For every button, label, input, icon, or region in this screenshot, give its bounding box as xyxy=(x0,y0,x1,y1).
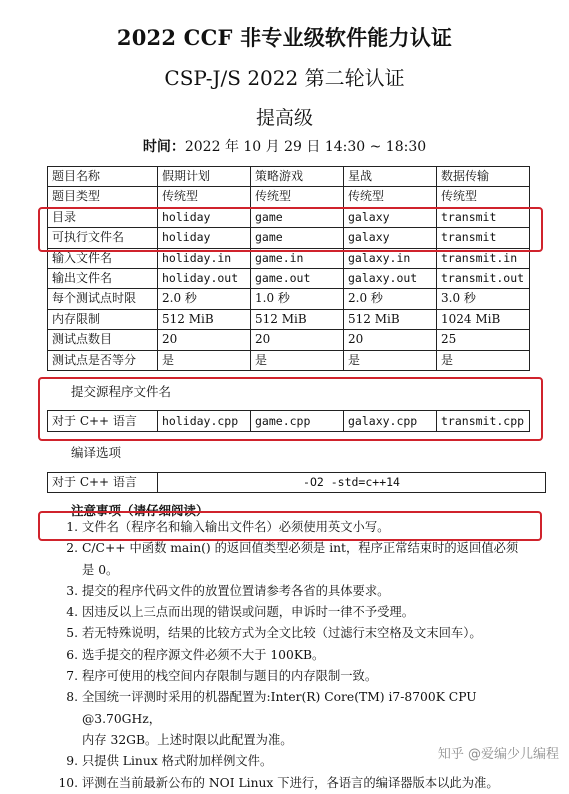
table-row xyxy=(48,269,530,289)
submit-file-galaxy: galaxy.cpp xyxy=(344,411,437,432)
table-row xyxy=(48,350,530,370)
table-cell: 512 MiB xyxy=(251,309,344,329)
note-text: 文件名（程序名和输入输出文件名）必须使用英文小写。 xyxy=(82,520,390,534)
note-number: 3. xyxy=(66,583,78,598)
time-value: 2022 年 10 月 29 日 14:30 ~ 18:30 xyxy=(184,139,427,155)
row-header-cell: 题目类型 xyxy=(48,187,158,207)
row-header-cell: 输入文件名 xyxy=(48,248,158,268)
list-item xyxy=(52,560,542,581)
table-row xyxy=(48,167,530,187)
table-cell: transmit.out xyxy=(437,269,530,289)
problem-table xyxy=(47,166,530,371)
list-item xyxy=(52,623,542,644)
table-row xyxy=(48,330,530,350)
table-cell: transmit xyxy=(437,228,530,248)
contest-level: 提高级 xyxy=(255,107,313,129)
table-cell: 512 MiB xyxy=(344,309,437,329)
note-text: 提交的程序代码文件的放置位置请参考各省的具体要求。 xyxy=(82,583,390,598)
note-number: 2. xyxy=(66,541,78,556)
row-header-cell: 测试点是否等分 xyxy=(48,350,158,370)
table-row xyxy=(48,187,530,207)
list-item xyxy=(52,538,542,559)
table-cell: 2.0 秒 xyxy=(344,289,437,309)
table-cell: galaxy xyxy=(344,207,437,227)
row-header-cell: 每个测试点时限 xyxy=(48,289,158,309)
row-header-cell: 内存限制 xyxy=(48,309,158,329)
table-row xyxy=(48,473,546,493)
table-cell: 1024 MiB xyxy=(437,309,530,329)
problem-table-body xyxy=(48,167,530,371)
list-item xyxy=(52,645,542,666)
highlight-box-note-1 xyxy=(38,511,542,541)
table-cell: galaxy.in xyxy=(344,248,437,268)
table-cell: 假期计划 xyxy=(158,167,251,187)
table-cell: game xyxy=(251,228,344,248)
watermark: 知乎 @爱编少儿编程 xyxy=(437,747,559,762)
note-number: 4. xyxy=(66,605,78,620)
note-number: 10. xyxy=(58,775,78,790)
table-cell: 传统型 xyxy=(437,187,530,207)
table-cell: 20 xyxy=(344,330,437,350)
table-cell: 策略游戏 xyxy=(251,167,344,187)
table-cell: holiday xyxy=(158,228,251,248)
table-cell: 传统型 xyxy=(344,187,437,207)
table-row xyxy=(48,309,530,329)
highlight-box-submit xyxy=(38,377,543,441)
table-cell: game.in xyxy=(251,248,344,268)
note-text: 全国统一评测时采用的机器配置为:Inter(R) Core(TM) i7-8700K CPU @3.70GHz， xyxy=(82,690,477,726)
submit-file-holiday: holiday.cpp xyxy=(158,411,251,432)
note-text: 因违反以上三点而出现的错误或问题，申诉时一律不予受理。 xyxy=(82,605,415,620)
note-number: 8. xyxy=(66,690,78,705)
list-item xyxy=(52,602,542,623)
notes-heading: 注意事项（请仔细阅读） xyxy=(71,503,209,518)
note-number: 9. xyxy=(66,754,78,769)
table-cell: game xyxy=(251,207,344,227)
contest-time xyxy=(0,136,569,156)
table-cell: 传统型 xyxy=(158,187,251,207)
table-cell: 2.0 秒 xyxy=(158,289,251,309)
table-cell: 是 xyxy=(344,350,437,370)
table-cell: 是 xyxy=(437,350,530,370)
note-text: 是 0。 xyxy=(82,562,119,577)
note-text: 若无特殊说明，结果的比较方式为全文比较（过滤行末空格及文末回车）。 xyxy=(82,626,482,641)
note-text: 程序可使用的栈空间内存限制与题目的内存限制一致。 xyxy=(82,669,378,684)
table-cell: game.out xyxy=(251,269,344,289)
note-number: 6. xyxy=(66,647,78,662)
table-cell: holiday.out xyxy=(158,269,251,289)
row-header-cell: 输出文件名 xyxy=(48,269,158,289)
table-cell: 25 xyxy=(437,330,530,350)
table-cell: 512 MiB xyxy=(158,309,251,329)
table-cell: 20 xyxy=(158,330,251,350)
table-cell: 数据传输 xyxy=(437,167,530,187)
submit-section-label: 提交源程序文件名 xyxy=(71,384,172,399)
table-cell: 是 xyxy=(158,350,251,370)
submit-row-label: 对于 C++ 语言 xyxy=(48,411,158,432)
note-text: 评测在当前最新公布的 NOI Linux 下进行，各语言的编译器版本以此为准。 xyxy=(82,775,499,790)
compile-options-table xyxy=(47,472,546,493)
row-header-cell: 目录 xyxy=(48,207,158,227)
compile-section-label: 编译选项 xyxy=(71,445,122,460)
list-item xyxy=(52,581,542,602)
table-cell: holiday xyxy=(158,207,251,227)
table-cell: 是 xyxy=(251,350,344,370)
note-number: 5. xyxy=(66,626,78,641)
note-text: 内存 32GB。上述时限以此配置为准。 xyxy=(82,732,293,747)
table-cell: 20 xyxy=(251,330,344,350)
submit-file-transmit: transmit.cpp xyxy=(437,411,530,432)
compile-options-value: -O2 -std=c++14 xyxy=(158,473,546,493)
table-cell: galaxy.out xyxy=(344,269,437,289)
table-cell: transmit xyxy=(437,207,530,227)
note-number: 1. xyxy=(66,520,78,534)
table-cell: 3.0 秒 xyxy=(437,289,530,309)
highlight-box-directory xyxy=(38,207,543,252)
time-label: 时间： xyxy=(142,139,185,155)
list-item xyxy=(52,773,542,794)
note-text: 选手提交的程序源文件必须不大于 100KB。 xyxy=(82,647,325,662)
table-cell: holiday.in xyxy=(158,248,251,268)
table-cell: 传统型 xyxy=(251,187,344,207)
list-item xyxy=(52,687,542,730)
table-cell: transmit.in xyxy=(437,248,530,268)
row-header-cell: 题目名称 xyxy=(48,167,158,187)
row-header-cell: 测试点数目 xyxy=(48,330,158,350)
table-row xyxy=(48,289,530,309)
compile-row-label: 对于 C++ 语言 xyxy=(48,473,158,493)
document-title: 2022 CCF 非专业级软件能力认证 xyxy=(116,25,453,50)
submit-file-game: game.cpp xyxy=(251,411,344,432)
note-text: 只提供 Linux 格式附加样例文件。 xyxy=(82,754,273,769)
note-number: 7. xyxy=(66,669,78,684)
document-subtitle: CSP-J/S 2022 第二轮认证 xyxy=(164,66,405,90)
table-cell: galaxy xyxy=(344,228,437,248)
table-cell: 星战 xyxy=(344,167,437,187)
note-text: C/C++ 中函数 main() 的返回值类型必须是 int，程序正常结束时的返回值必须 xyxy=(82,541,519,556)
row-header-cell: 可执行文件名 xyxy=(48,228,158,248)
table-cell: 1.0 秒 xyxy=(251,289,344,309)
list-item xyxy=(52,666,542,687)
